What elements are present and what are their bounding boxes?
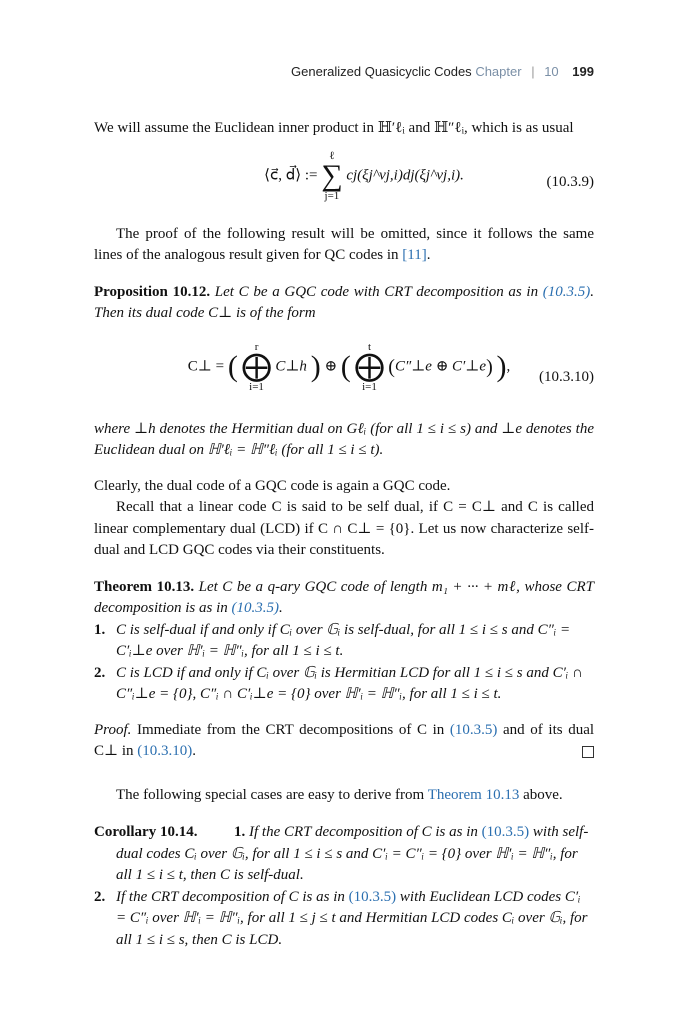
eq2-oplus: ⊕ <box>324 357 338 374</box>
corollary-item-2a: If the CRT decomposition of C is as in <box>116 888 345 905</box>
eq2-label: (10.3.10) <box>539 368 594 385</box>
proposition-where: where ⊥h denotes the Hermitian dual on Gℓᵢ (for all 1 ≤ i ≤ s) and ⊥e denotes the Euclidean dual on ℍ′ℓᵢ = ℍ″ℓᵢ (for all 1 ≤ i ≤ t). <box>94 420 594 458</box>
oplus-big-icon: ⨁ <box>241 349 272 383</box>
chapter-number: 10 <box>544 64 559 79</box>
oplus-big-icon-2: ⨁ <box>354 349 385 383</box>
corollary-item-1b: with self-dual codes Cᵢ over 𝔾ᵢ, for all 1 ≤ i ≤ s and C′ᵢ = C″ᵢ = {0} over ℍ′ᵢ = ℍ″ᵢ, for all 1 ≤ i ≤ t, then C is self-dual. <box>116 824 589 883</box>
eq1-upper: ℓ <box>329 149 335 162</box>
eq1-label: (10.3.9) <box>546 173 594 190</box>
special-text-2: above. <box>523 786 563 803</box>
eq1-body: cj(ξj^vj,i)dj(ξj^vj,i). <box>346 166 464 183</box>
item-number: 1. <box>94 621 106 638</box>
eq1-lhs: ⟨c⃗, d⃗⟩ := <box>264 166 318 183</box>
omit-paragraph <box>94 224 594 267</box>
eq2-term1: C⊥h <box>275 357 307 374</box>
book-title: Generalized Quasicyclic Codes <box>291 64 472 79</box>
proof-text-3: . <box>192 743 197 759</box>
theorem-10-13 <box>94 577 594 620</box>
qed-box-icon <box>582 746 594 758</box>
corollary-item-2b: with Euclidean LCD codes C′ᵢ = C″ᵢ over ℍ′ᵢ = ℍ″ᵢ, for all 1 ≤ j ≤ t and Hermitian LCD codes Cᵢ over 𝔾ᵢ, for all 1 ≤ i ≤ s, then C is LCD. <box>116 888 588 948</box>
theorem-text-1: Let C be a q-ary GQC code of length m₁ + ··· + mℓ, whose CRT decomposition is as in <box>94 578 594 616</box>
equation-10-3-9 <box>94 150 594 216</box>
proof-paragraph <box>94 720 594 763</box>
sigma-icon: ∑ <box>321 158 343 192</box>
eq2-r: r <box>254 340 259 353</box>
list-item <box>94 663 594 706</box>
header-divider: | <box>531 64 535 79</box>
proposition-10-12 <box>94 282 594 325</box>
page-number: 199 <box>572 64 594 79</box>
omit-text: The proof of the following result will be omitted, since it follows the same lines of the analogous result given for QC codes in <box>94 225 594 263</box>
eq2-t: t <box>367 340 372 353</box>
special-text-1: The following special cases are easy to derive from <box>116 786 425 803</box>
ref-10-3-5-link[interactable]: (10.3.5) <box>542 283 591 300</box>
item-number: 1. <box>234 824 246 840</box>
item-number: 2. <box>94 888 106 905</box>
corollary-ref1-link[interactable]: (10.3.5) <box>481 824 530 840</box>
theorem-list <box>94 620 594 706</box>
corollary-title: Corollary 10.14. <box>94 824 198 840</box>
eq1-sum <box>321 150 342 202</box>
list-item <box>94 887 594 952</box>
eq2-term2: C″⊥e ⊕ C′⊥e <box>394 357 487 374</box>
corollary-10-14 <box>94 822 594 951</box>
eq2-i1a: i=1 <box>249 380 264 393</box>
list-item <box>94 620 594 663</box>
proposition-title: Proposition 10.12. <box>94 283 211 300</box>
intro-paragraph: We will assume the Euclidean inner product in ℍ′ℓᵢ and ℍ″ℓᵢ, which is as usual <box>94 120 574 136</box>
clearly-paragraph: Clearly, the dual code of a GQC code is again a GQC code. <box>94 477 451 494</box>
corollary-item-1a: If the CRT decomposition of C is as in <box>249 824 478 840</box>
theorem-10-13-link[interactable]: Theorem 10.13 <box>427 786 520 803</box>
eq1-lower: j=1 <box>324 189 340 202</box>
proposition-text-1: Let C be a GQC code with CRT decomposition as in <box>214 283 539 300</box>
eq2-sum2 <box>355 341 385 393</box>
equation-10-3-10: C⊥ = ( r ⨁ i=1 C⊥h ) ⊕ ( t ⨁ i=1 (C″⊥e ⊕ C′⊥e) ), (10.3.10) <box>187 340 594 393</box>
proof-ref1-link[interactable]: (10.3.5) <box>449 721 498 738</box>
proof-ref2-link[interactable]: (10.3.10) <box>137 743 193 759</box>
proposition-text-2: . Then its dual code C⊥ is of the form <box>94 283 595 321</box>
chapter-label: Chapter <box>475 64 522 79</box>
item-number: 2. <box>94 664 106 681</box>
recall-paragraph: Recall that a linear code C is said to be self dual, if C = C⊥ and C is called linear complementary dual (LCD) if C ∩ C⊥ = {0}. Let us now characterize self-dual and LCD GQC codes via their constituents. <box>94 499 594 558</box>
theorem-item-2: C is LCD if and only if Cᵢ over 𝔾ᵢ is Hermitian LCD for all 1 ≤ i ≤ s and C′ᵢ ∩ C″ᵢ⊥e = {0}, C″ᵢ ∩ C′ᵢ⊥e = {0} over ℍ′ᵢ = ℍ″ᵢ, for all 1 ≤ i ≤ t. <box>116 664 583 702</box>
theorem-text-2: . <box>279 600 283 616</box>
omit-end: . <box>426 247 431 263</box>
corollary-list <box>94 822 594 951</box>
corollary-ref2-link[interactable]: (10.3.5) <box>348 888 397 905</box>
list-item <box>94 822 594 887</box>
running-header <box>291 64 594 79</box>
special-cases-paragraph <box>94 785 594 807</box>
ref-11-link[interactable]: [11] <box>402 247 427 263</box>
proof-text-2: and of its dual C⊥ in <box>94 721 595 759</box>
proof-label: Proof. <box>94 721 132 738</box>
eq2-i1b: i=1 <box>362 380 377 393</box>
theorem-item-1: C is self-dual if and only if Cᵢ over 𝔾ᵢ is self-dual, for all 1 ≤ i ≤ s and C″ᵢ = C′ᵢ⊥e over ℍ′ᵢ = ℍ″ᵢ, for all 1 ≤ i ≤ t. <box>116 621 571 659</box>
proof-text-1: Immediate from the CRT decompositions of C in <box>137 721 445 738</box>
eq2-sum1 <box>242 341 272 393</box>
theorem-ref-link[interactable]: (10.3.5) <box>231 600 279 616</box>
page-body <box>94 110 594 951</box>
theorem-title: Theorem 10.13. <box>94 578 195 595</box>
eq2-lhs: C⊥ = <box>187 357 225 374</box>
